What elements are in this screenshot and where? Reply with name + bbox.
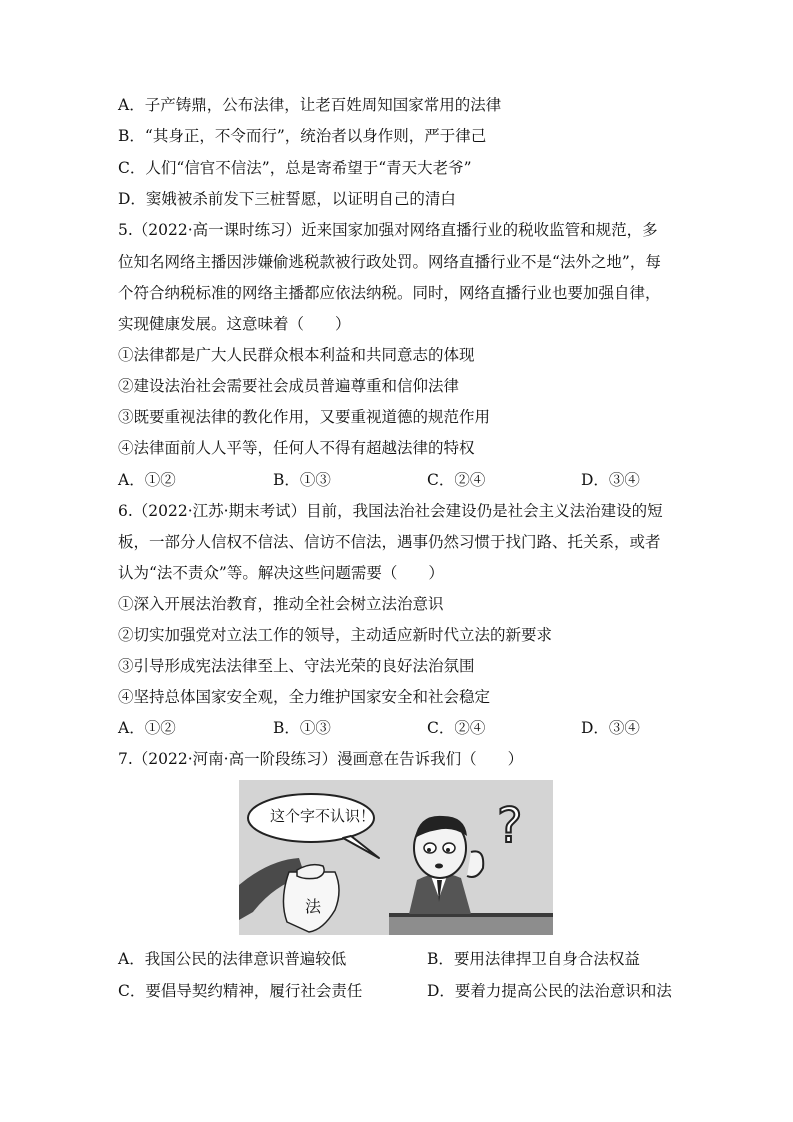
q6-choice-d: D．③④ xyxy=(581,719,640,737)
q7-choice-a: A．我国公民的法律意识普遍较低 xyxy=(118,950,347,968)
q7-stem: 7.（2022·河南·高一阶段练习）漫画意在告诉我们（ ） xyxy=(118,750,524,768)
q6-choice-b: B．①③ xyxy=(273,719,331,737)
q5-item-3: ③既要重视法律的教化作用，又要重视道德的规范作用 xyxy=(118,408,491,426)
q7-choice-d: D．要着力提高公民的法治意识和法 xyxy=(427,982,672,1000)
q5-stem-line-1: 5.（2022·高一课时练习）近来国家加强对网络直播行业的税收监管和规范，多 xyxy=(118,221,658,239)
q5-stem-line-4: 实现健康发展。这意味着（ ） xyxy=(118,315,351,333)
q4-option-a: A．子产铸鼎，公布法律，让老百姓周知国家常用的法律 xyxy=(118,96,502,114)
q4-option-b: B．“其身正，不令而行”，统治者以身作则，严于律己 xyxy=(118,127,487,145)
speech-bubble-text: 这个字不认识！ xyxy=(270,807,376,825)
q5-item-4: ④法律面前人人平等，任何人不得有超越法律的特权 xyxy=(118,439,475,457)
q6-item-3: ③引导形成宪法法律至上、守法光荣的良好法治氛围 xyxy=(118,657,475,675)
question-mark: ? xyxy=(497,798,523,854)
q5-stem-line-3: 个符合纳税标准的网络主播都应依法纳税。同时，网络直播行业也要加强自律， xyxy=(118,284,661,302)
q6-item-1: ①深入开展法治教育，推动全社会树立法治意识 xyxy=(118,595,444,613)
q7-choice-c: C．要倡导契约精神，履行社会责任 xyxy=(118,982,363,1000)
q5-choice-a: A．①② xyxy=(118,471,176,489)
q6-stem-line-3: 认为“法不责众”等。解决这些问题需要（ ） xyxy=(118,564,444,582)
q6-choice-a: A．①② xyxy=(118,719,176,737)
q5-choice-c: C．②④ xyxy=(427,471,486,489)
q4-option-c: C．人们“信官不信法”，总是寄希望于“青天大老爷” xyxy=(118,159,472,177)
q7-choice-b: B．要用法律捍卫自身合法权益 xyxy=(427,950,640,968)
q6-choice-c: C．②④ xyxy=(427,719,486,737)
q5-item-2: ②建设法治社会需要社会成员普遍尊重和信仰法律 xyxy=(118,377,460,395)
q5-stem-line-2: 位知名网络主播因涉嫌偷逃税款被行政处罚。网络直播行业不是“法外之地”，每 xyxy=(118,253,661,271)
q5-choice-b: B．①③ xyxy=(273,471,331,489)
q6-item-2: ②切实加强党对立法工作的领导，主动适应新时代立法的新要求 xyxy=(118,626,553,644)
q6-stem-line-2: 板，一部分人信权不信法、信访不信法，遇事仍然习惯于找门路、托关系，或者 xyxy=(118,533,661,551)
q4-option-d: D．窦娥被杀前发下三桩誓愿，以证明自己的清白 xyxy=(118,190,456,208)
paper-law-character: 法 xyxy=(305,897,322,916)
q5-choice-d: D．③④ xyxy=(581,471,640,489)
law-cartoon-image xyxy=(239,780,553,935)
q6-stem-line-1: 6.（2022·江苏·期末考试）目前，我国法治社会建设仍是社会主义法治建设的短 xyxy=(118,502,663,520)
q6-item-4: ④坚持总体国家安全观，全力维护国家安全和社会稳定 xyxy=(118,688,491,706)
q5-item-1: ①法律都是广大人民群众根本利益和共同意志的体现 xyxy=(118,346,475,364)
